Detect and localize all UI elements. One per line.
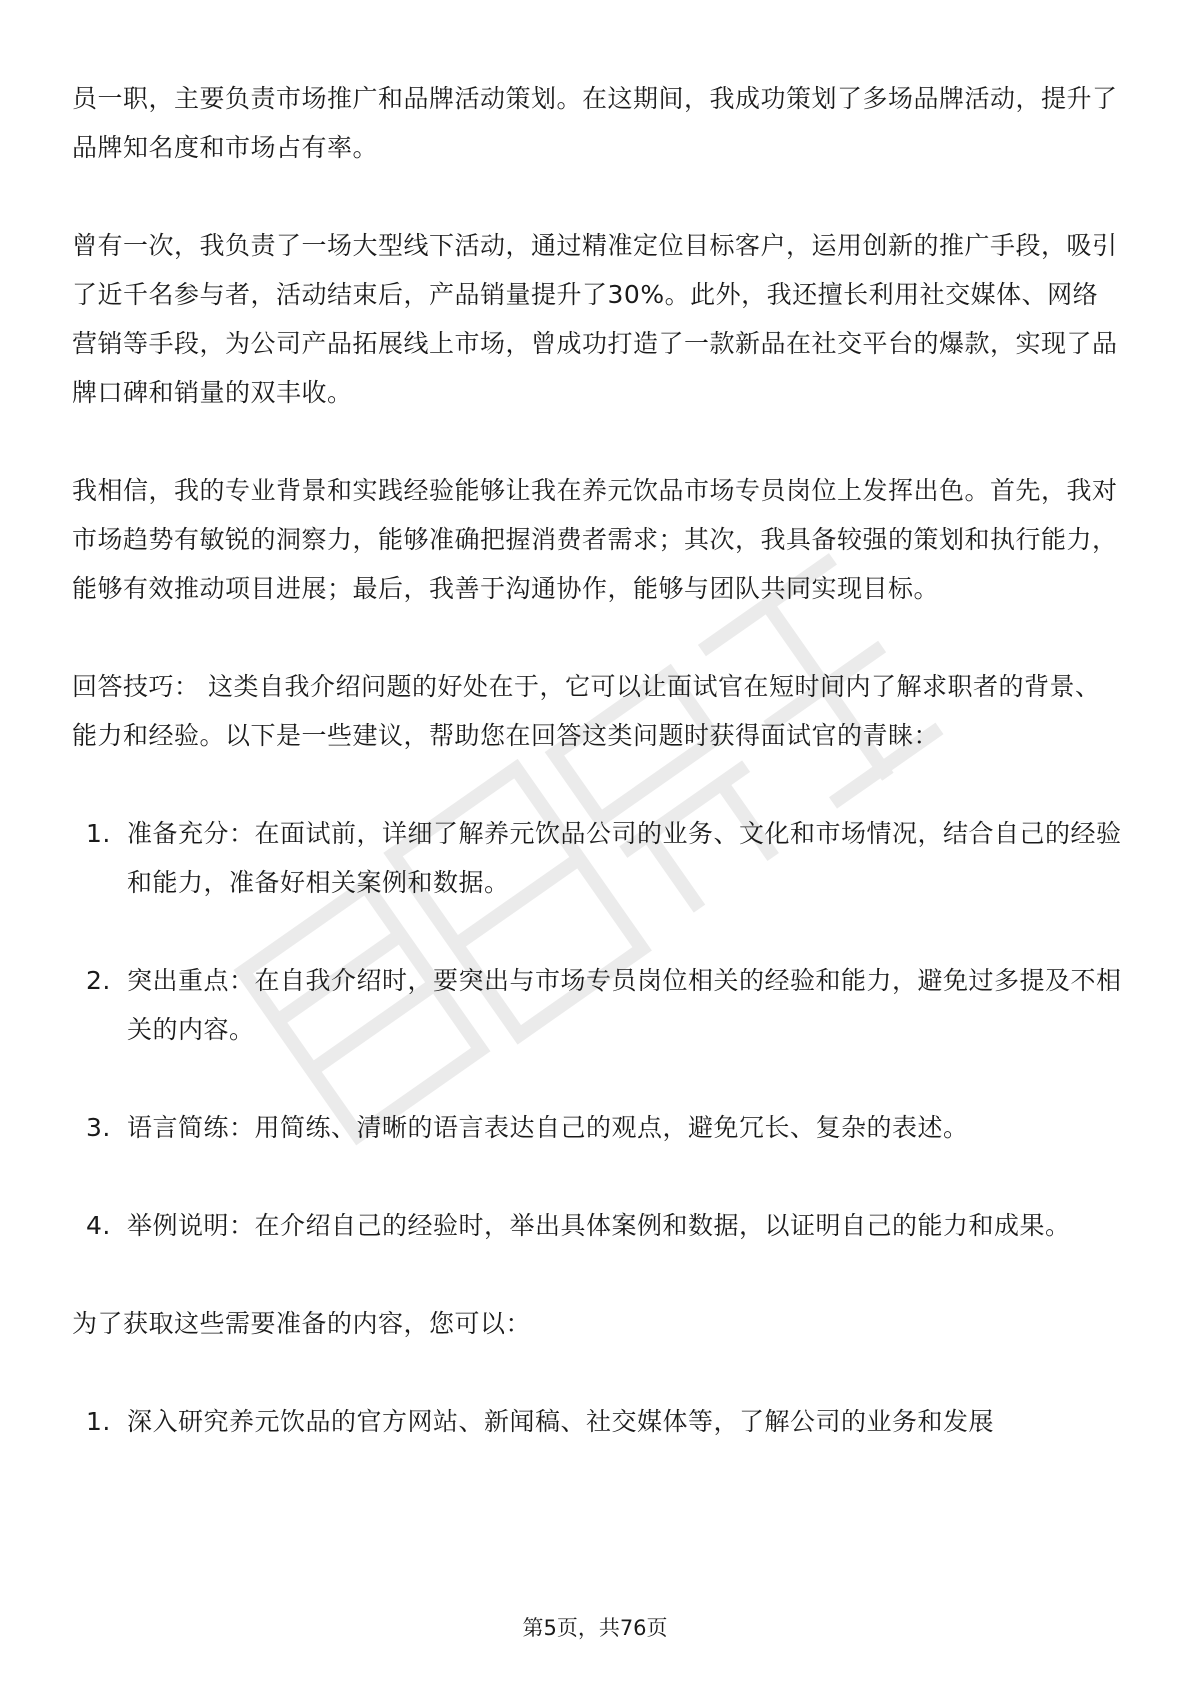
list-item — [72, 1201, 1122, 1250]
tips-list — [72, 809, 1122, 1250]
list-item-number: 1. — [86, 1407, 111, 1436]
paragraph-case-study: 曾有一次，我负责了一场大型线下活动，通过精准定位目标客户，运用创新的推广手段，吸引了近千名参与者，活动结束后，产品销量提升了30%。此外，我还擅长利用社交媒体、网络营销等手段，为公司产品拓展线上市场，曾成功打造了一款新品在社交平台的爆款，实现了品牌口碑和销量的双丰收。 — [72, 231, 1118, 407]
list-item-number: 1. — [86, 819, 111, 848]
list-item — [72, 956, 1122, 1054]
list-item — [72, 809, 1122, 907]
paragraph-experience: 员一职，主要负责市场推广和品牌活动策划。在这期间，我成功策划了多场品牌活动，提升了品牌知名度和市场占有率。 — [72, 84, 1118, 162]
paragraph-strengths: 我相信，我的专业背景和实践经验能够让我在养元饮品市场专员岗位上发挥出色。首先，我对市场趋势有敏锐的洞察力，能够准确把握消费者需求；其次，我具备较强的策划和执行能力，能够有效推动项目进展；最后，我善于沟通协作，能够与团队共同实现目标。 — [72, 476, 1118, 603]
list-item — [72, 1397, 1122, 1446]
list-item-number: 2. — [86, 966, 111, 995]
list-item-number: 3. — [86, 1113, 111, 1142]
paragraph-prep-intro: 为了获取这些需要准备的内容，您可以： — [72, 1309, 532, 1338]
list-item-text: 准备充分：在面试前，详细了解养元饮品公司的业务、文化和市场情况，结合自己的经验和能力，准备好相关案例和数据。 — [127, 819, 1122, 897]
list-item — [72, 1103, 1122, 1152]
list-item-number: 4. — [86, 1211, 111, 1240]
list-item-text: 语言简练：用简练、清晰的语言表达自己的观点，避免冗长、复杂的表述。 — [127, 1113, 969, 1142]
list-item-text: 突出重点：在自我介绍时，要突出与市场专员岗位相关的经验和能力，避免过多提及不相关的内容。 — [127, 966, 1122, 1044]
list-item-text: 举例说明：在介绍自己的经验时，举出具体案例和数据，以证明自己的能力和成果。 — [127, 1211, 1071, 1240]
prep-list — [72, 1397, 1122, 1446]
document-body — [72, 74, 1122, 1495]
paragraph-answer-tips: 回答技巧： 这类自我介绍问题的好处在于，它可以让面试官在短时间内了解求职者的背景、能力和经验。以下是一些建议，帮助您在回答这类问题时获得面试官的青睐： — [72, 672, 1101, 750]
page-number-footer: 第5页，共76页 — [522, 1616, 668, 1640]
list-item-text: 深入研究养元饮品的官方网站、新闻稿、社交媒体等，了解公司的业务和发展 — [127, 1407, 995, 1436]
